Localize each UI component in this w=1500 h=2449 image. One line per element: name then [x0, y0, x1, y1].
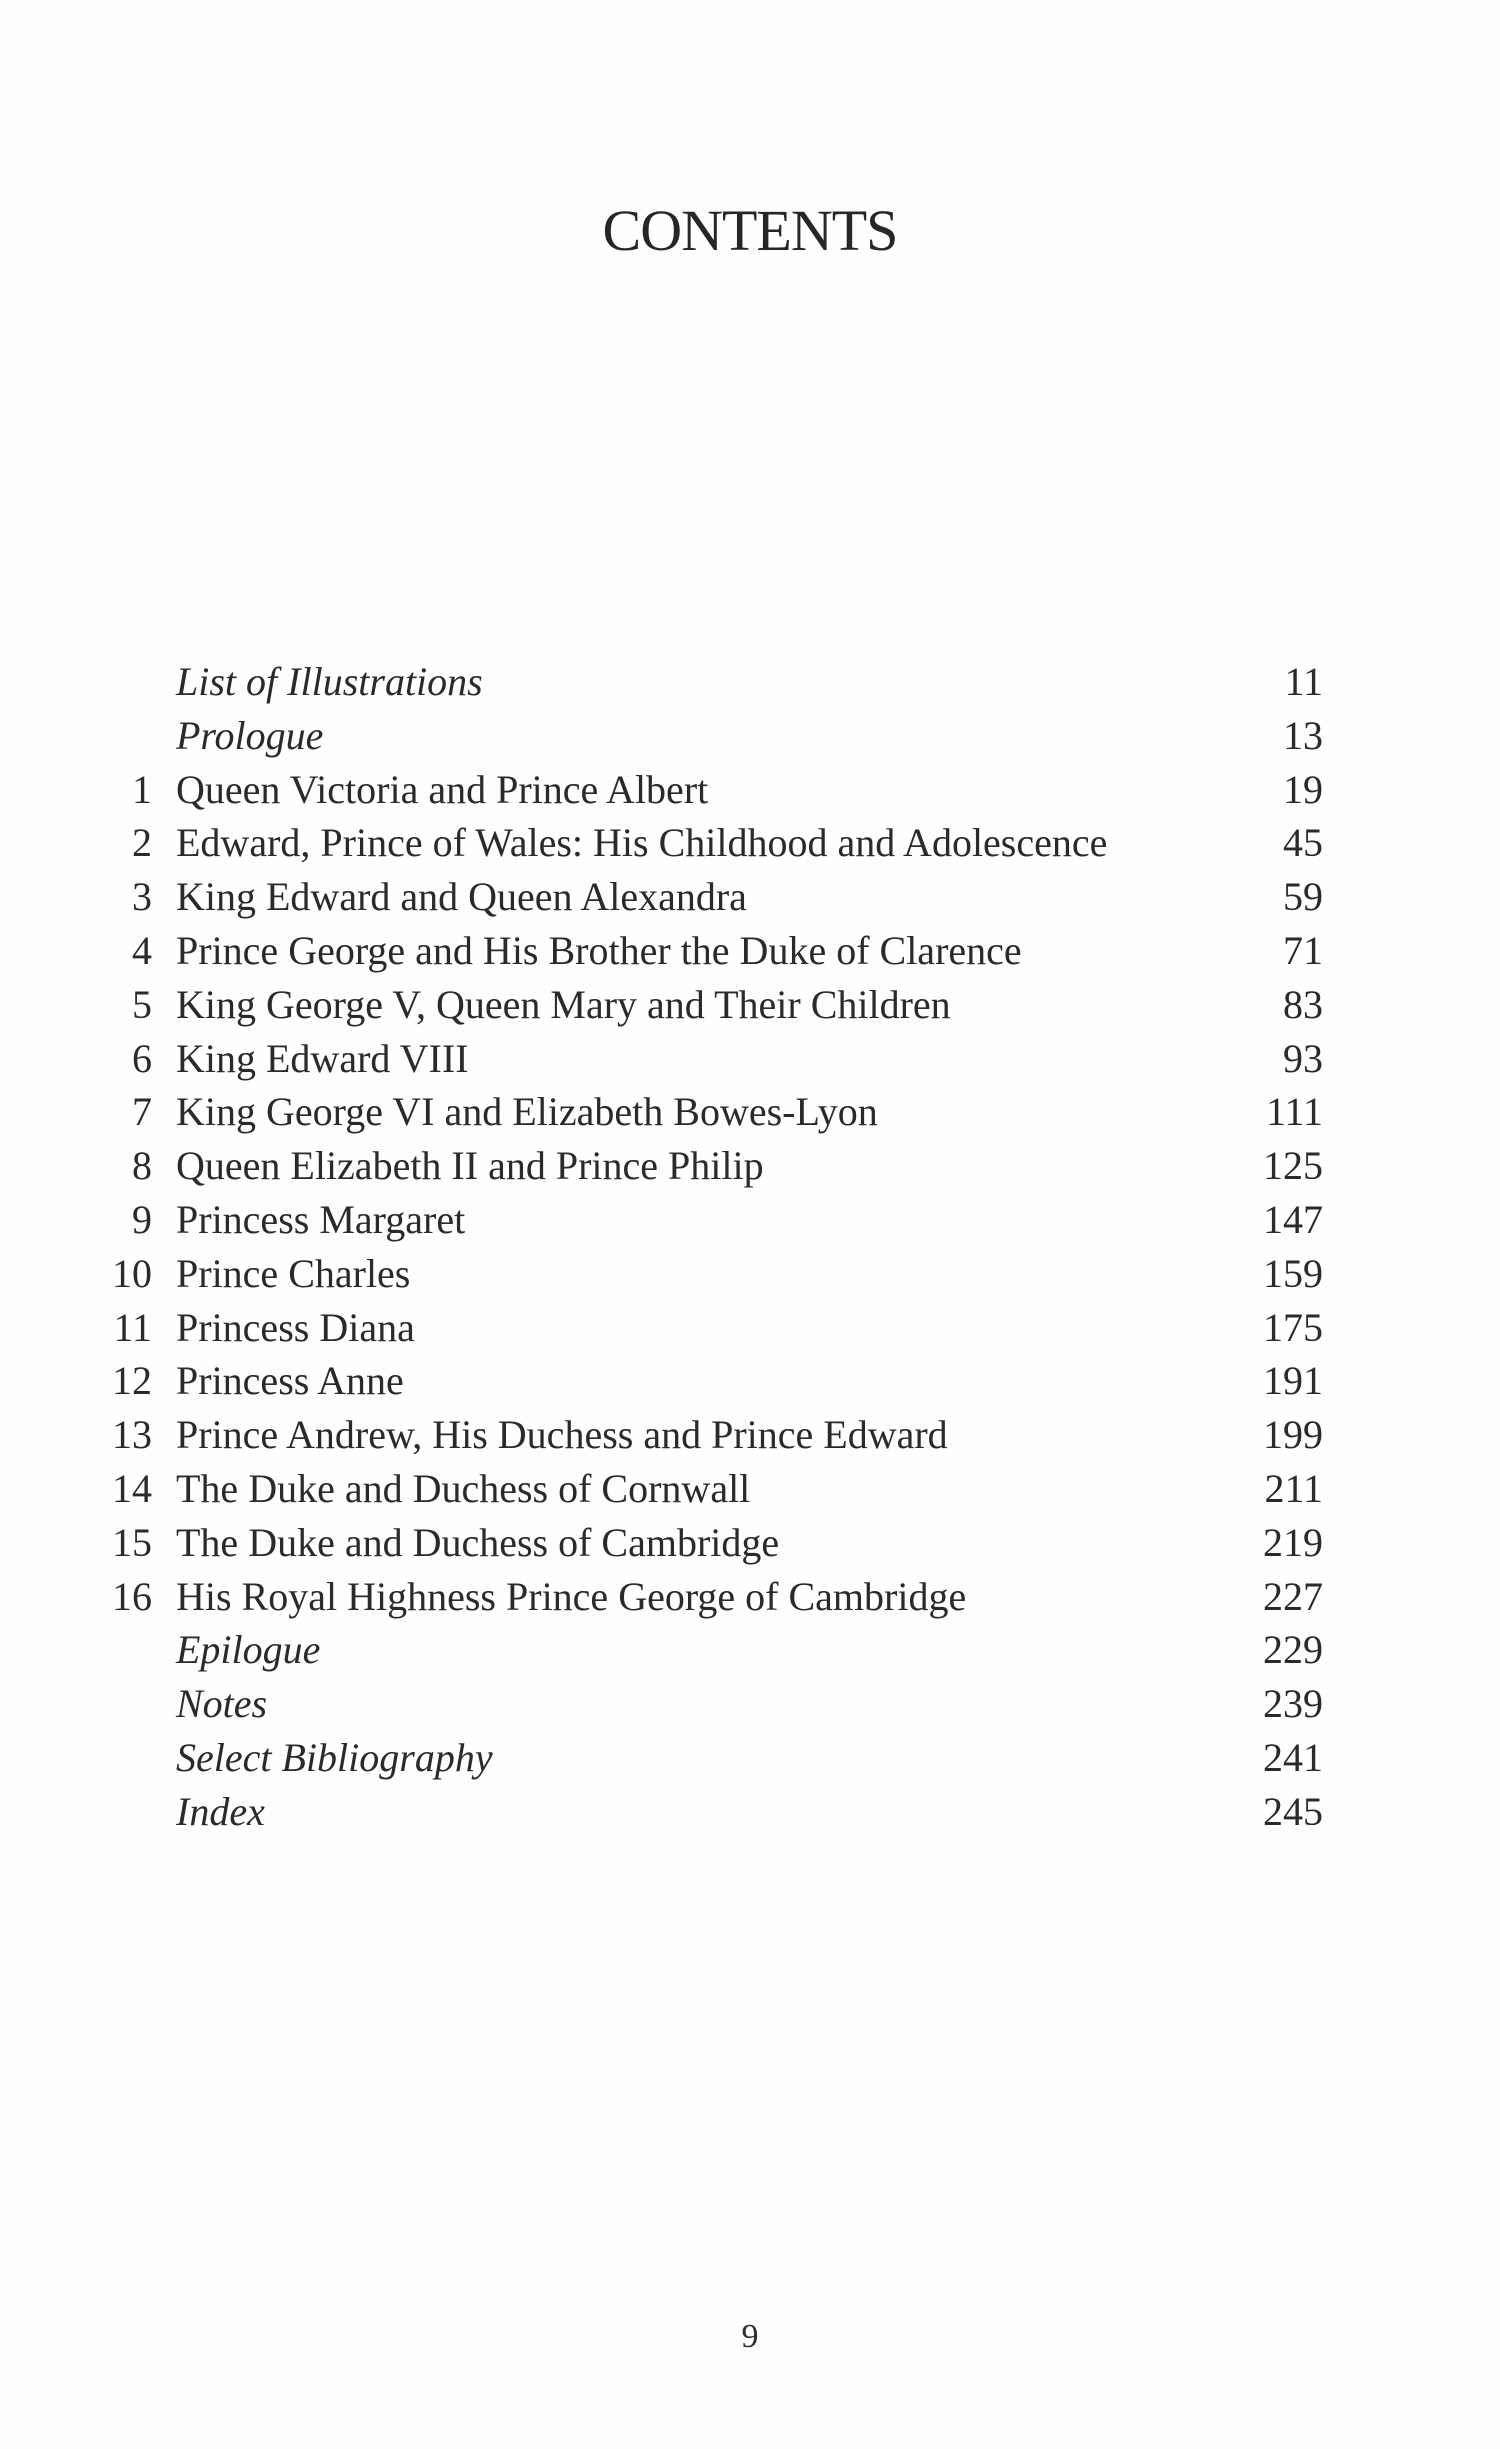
- toc-entry: [0, 1785, 1500, 1839]
- page-reference: 59: [1283, 874, 1323, 920]
- entry-title: Select Bibliography: [176, 1734, 493, 1780]
- toc-entry: [0, 1570, 1500, 1624]
- chapter-number: 2: [132, 820, 152, 866]
- chapter-number: 5: [132, 981, 152, 1027]
- chapter-number: 12: [112, 1358, 152, 1404]
- entry-title: Queen Victoria and Prince Albert: [176, 766, 709, 812]
- entry-title: Prince Charles: [176, 1250, 411, 1296]
- entry-title: Princess Anne: [176, 1358, 404, 1404]
- entry-title: Epilogue: [176, 1627, 321, 1673]
- chapter-number: 16: [112, 1573, 152, 1619]
- entry-title: Princess Diana: [176, 1304, 415, 1350]
- toc-entry: [0, 1623, 1500, 1677]
- page-reference: 199: [1263, 1412, 1323, 1458]
- toc-entry: [0, 1085, 1500, 1139]
- page-reference: 19: [1283, 766, 1323, 812]
- entry-title: King Edward VIII: [176, 1035, 469, 1081]
- chapter-number: 15: [112, 1519, 152, 1565]
- chapter-number: 11: [113, 1304, 152, 1350]
- toc-entry: [0, 763, 1500, 817]
- toc-entry: [0, 1301, 1500, 1355]
- chapter-number: 4: [132, 927, 152, 973]
- entry-title: Princess Margaret: [176, 1196, 466, 1242]
- entry-title: Prologue: [176, 712, 324, 758]
- chapter-number: 10: [112, 1250, 152, 1296]
- entry-title: Prince Andrew, His Duchess and Prince Edward: [176, 1412, 948, 1458]
- toc-entry: [0, 1677, 1500, 1731]
- entry-title: Notes: [176, 1681, 268, 1727]
- toc-entry: [0, 1516, 1500, 1570]
- chapter-number: 8: [132, 1143, 152, 1189]
- toc-entry: [0, 816, 1500, 870]
- page-reference: 229: [1263, 1627, 1323, 1673]
- page-reference: 191: [1263, 1358, 1323, 1404]
- page-reference: 13: [1283, 712, 1323, 758]
- page-reference: 227: [1263, 1573, 1323, 1619]
- entry-title: King George V, Queen Mary and Their Children: [176, 981, 951, 1027]
- page-reference: 159: [1263, 1250, 1323, 1296]
- entry-title: His Royal Highness Prince George of Cambridge: [176, 1573, 967, 1619]
- toc-entry: [0, 1462, 1500, 1516]
- page-reference: 211: [1264, 1465, 1323, 1511]
- page-title: CONTENTS: [602, 197, 898, 263]
- page-reference: 175: [1263, 1304, 1323, 1350]
- toc-entry: [0, 1247, 1500, 1301]
- toc-entry: [0, 1032, 1500, 1086]
- chapter-number: 1: [132, 766, 152, 812]
- page-reference: 125: [1263, 1143, 1323, 1189]
- chapter-number: 14: [112, 1465, 152, 1511]
- chapter-number: 7: [132, 1089, 152, 1135]
- page-reference: 111: [1265, 1089, 1323, 1135]
- toc-entry: [0, 1354, 1500, 1408]
- toc-entry: [0, 1408, 1500, 1462]
- toc-entry: [0, 1731, 1500, 1785]
- chapter-number: 3: [132, 874, 152, 920]
- page-reference: 71: [1283, 927, 1323, 973]
- page-reference: 219: [1263, 1519, 1323, 1565]
- page-reference: 93: [1283, 1035, 1323, 1081]
- page-reference: 147: [1263, 1196, 1323, 1242]
- toc-entry: [0, 1193, 1500, 1247]
- page-reference: 241: [1263, 1734, 1323, 1780]
- page-reference: 245: [1263, 1788, 1323, 1834]
- entry-title: List of Illustrations: [176, 659, 483, 704]
- entry-title: Queen Elizabeth II and Prince Philip: [176, 1143, 764, 1189]
- chapter-number: 6: [132, 1035, 152, 1081]
- page-reference: 45: [1283, 820, 1323, 866]
- toc-entry: [0, 978, 1500, 1032]
- entry-title: The Duke and Duchess of Cornwall: [176, 1465, 751, 1511]
- page-number: 9: [741, 2318, 759, 2355]
- page-reference: 11: [1284, 659, 1323, 704]
- page-reference: 239: [1263, 1681, 1323, 1727]
- entry-title: Index: [176, 1788, 265, 1834]
- entry-title: Edward, Prince of Wales: His Childhood and Adolescence: [176, 820, 1108, 866]
- table-of-contents: [0, 655, 1500, 1839]
- toc-entry: [0, 709, 1500, 763]
- toc-entry: [0, 924, 1500, 978]
- entry-title: King George VI and Elizabeth Bowes-Lyon: [176, 1089, 878, 1135]
- entry-title: Prince George and His Brother the Duke of Clarence: [176, 927, 1022, 973]
- chapter-number: 9: [132, 1196, 152, 1242]
- page-reference: 83: [1283, 981, 1323, 1027]
- toc-entry: [0, 870, 1500, 924]
- toc-entry: [0, 655, 1500, 709]
- toc-entry: [0, 1139, 1500, 1193]
- chapter-number: 13: [112, 1412, 152, 1458]
- entry-title: The Duke and Duchess of Cambridge: [176, 1519, 780, 1565]
- entry-title: King Edward and Queen Alexandra: [176, 874, 747, 920]
